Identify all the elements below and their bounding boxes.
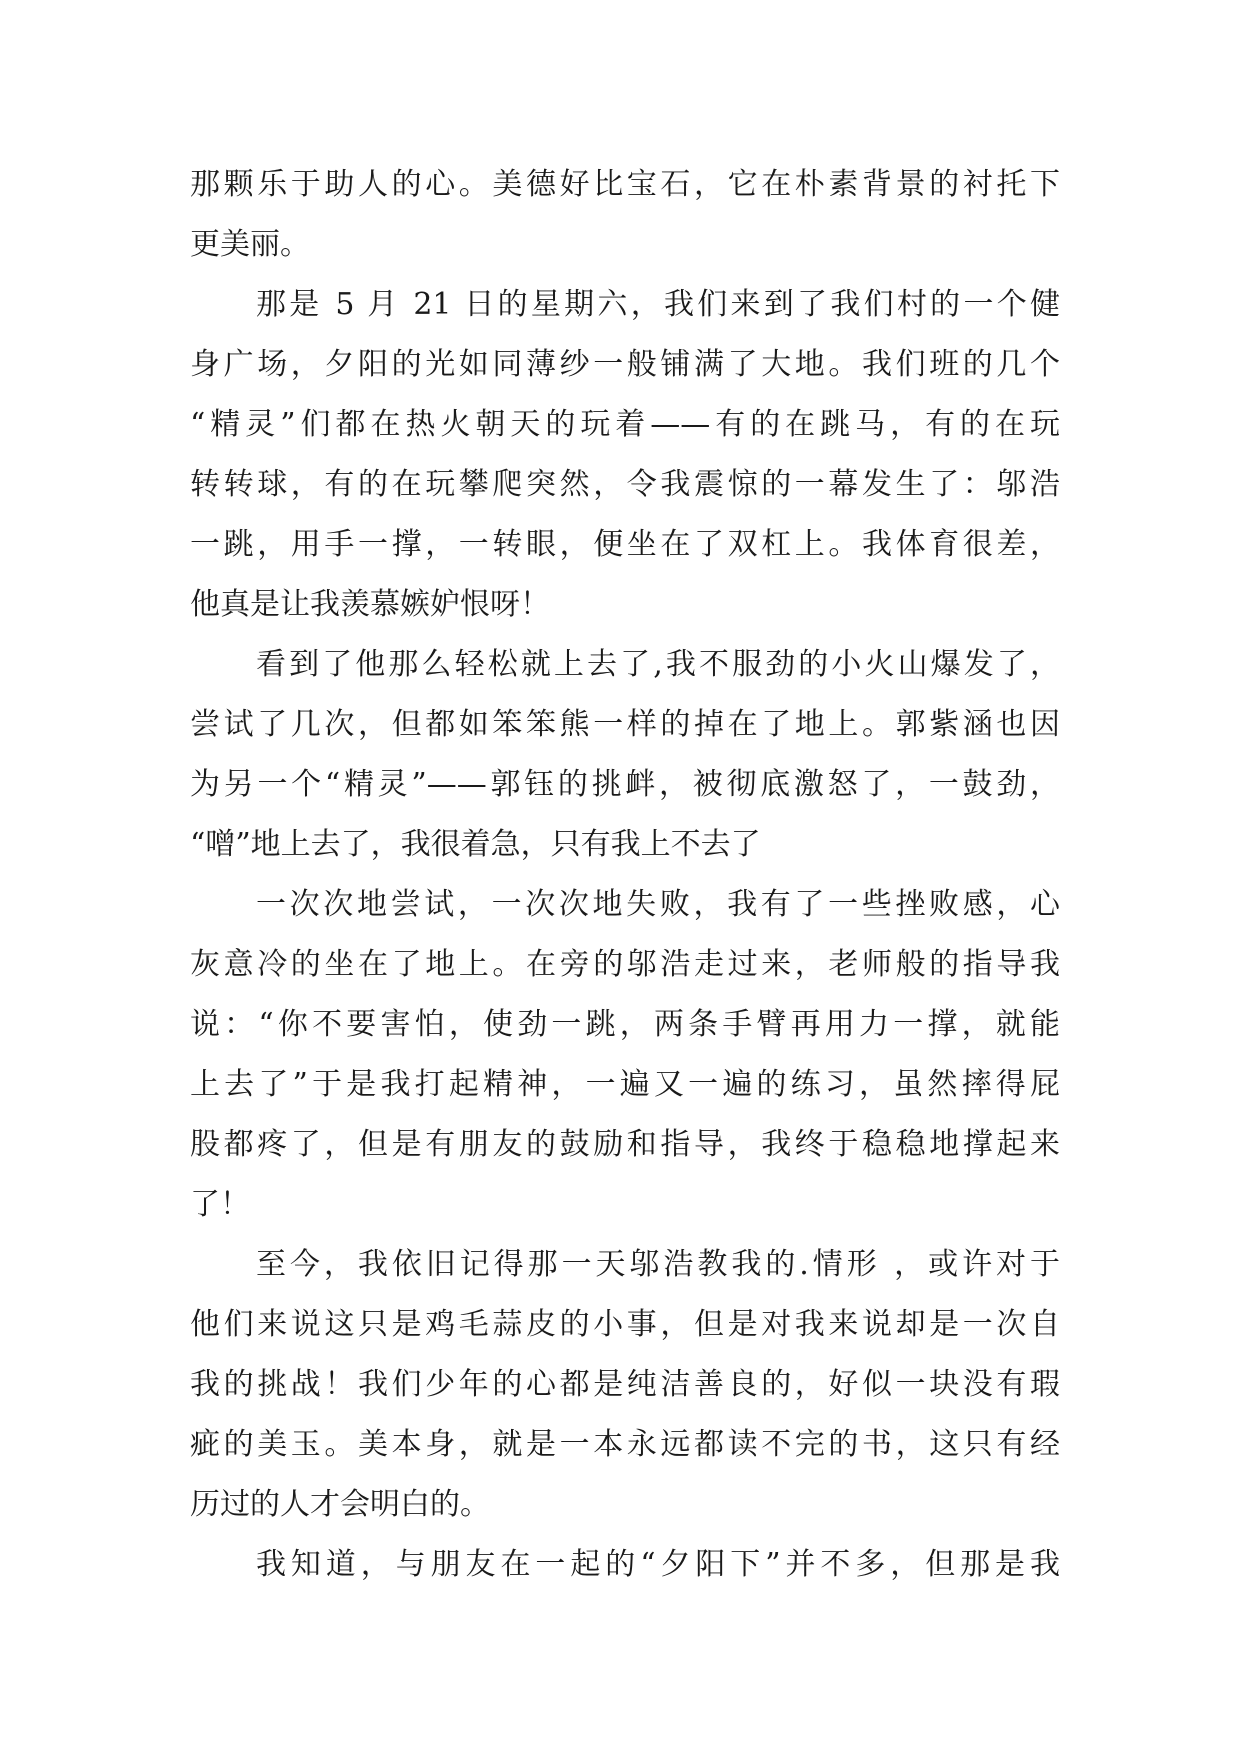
text-line: 疵的美玉。美本身，就是一本永远都读不完的书，这只有经 bbox=[190, 1427, 1060, 1462]
text-line: 至今，我依旧记得那一天邬浩教我的.情形 ，或许对于 bbox=[256, 1247, 1060, 1282]
text-line: 更美丽。 bbox=[190, 227, 310, 262]
text-line: 我知道，与朋友在一起的“夕阳下”并不多，但那是我 bbox=[256, 1547, 1060, 1582]
text-line: 他们来说这只是鸡毛蒜皮的小事，但是对我来说却是一次自 bbox=[190, 1307, 1060, 1342]
paragraph bbox=[190, 1235, 1060, 1535]
text-line: 说：“你不要害怕，使劲一跳，两条手臂再用力一撑，就能 bbox=[190, 1007, 1060, 1042]
text-line: 灰意冷的坐在了地上。在旁的邬浩走过来，老师般的指导我 bbox=[190, 947, 1060, 982]
paragraph bbox=[190, 1535, 1060, 1595]
paragraph bbox=[190, 155, 1060, 275]
text-line: 转转球，有的在玩攀爬突然，令我震惊的一幕发生了：邬浩 bbox=[190, 467, 1060, 502]
text-line: 他真是让我羡慕嫉妒恨呀！ bbox=[190, 587, 550, 622]
text-line: 那是 5 月 21 日的星期六，我们来到了我们村的一个健 bbox=[256, 287, 1060, 322]
text-line: 股都疼了，但是有朋友的鼓励和指导，我终于稳稳地撑起来 bbox=[190, 1127, 1060, 1162]
text-line: “噌”地上去了，我很着急，只有我上不去了 bbox=[190, 827, 761, 862]
text-line: 上去了”于是我打起精神，一遍又一遍的练习，虽然摔得屁 bbox=[190, 1067, 1060, 1102]
paragraph bbox=[190, 275, 1060, 635]
text-line: 看到了他那么轻松就上去了,我不服劲的小火山爆发了， bbox=[256, 647, 1060, 682]
text-line: 了！ bbox=[190, 1187, 250, 1222]
text-line: “精灵”们都在热火朝天的玩着——有的在跳马，有的在玩 bbox=[190, 407, 1060, 442]
paragraph bbox=[190, 875, 1060, 1235]
document-body bbox=[190, 155, 1060, 1595]
text-line: 历过的人才会明白的。 bbox=[190, 1487, 490, 1522]
text-line: 一跳，用手一撑，一转眼，便坐在了双杠上。我体育很差， bbox=[190, 527, 1060, 562]
text-line: 为另一个“精灵”——郭钰的挑衅，被彻底激怒了，一鼓劲， bbox=[190, 767, 1060, 802]
text-line: 一次次地尝试，一次次地失败，我有了一些挫败感，心 bbox=[256, 887, 1060, 922]
text-line: 那颗乐于助人的心。美德好比宝石，它在朴素背景的衬托下 bbox=[190, 167, 1060, 202]
text-line: 尝试了几次，但都如笨笨熊一样的掉在了地上。郭紫涵也因 bbox=[190, 707, 1060, 742]
text-line: 身广场，夕阳的光如同薄纱一般铺满了大地。我们班的几个 bbox=[190, 347, 1060, 382]
paragraph bbox=[190, 635, 1060, 875]
text-line: 我的挑战！我们少年的心都是纯洁善良的，好似一块没有瑕 bbox=[190, 1367, 1060, 1402]
